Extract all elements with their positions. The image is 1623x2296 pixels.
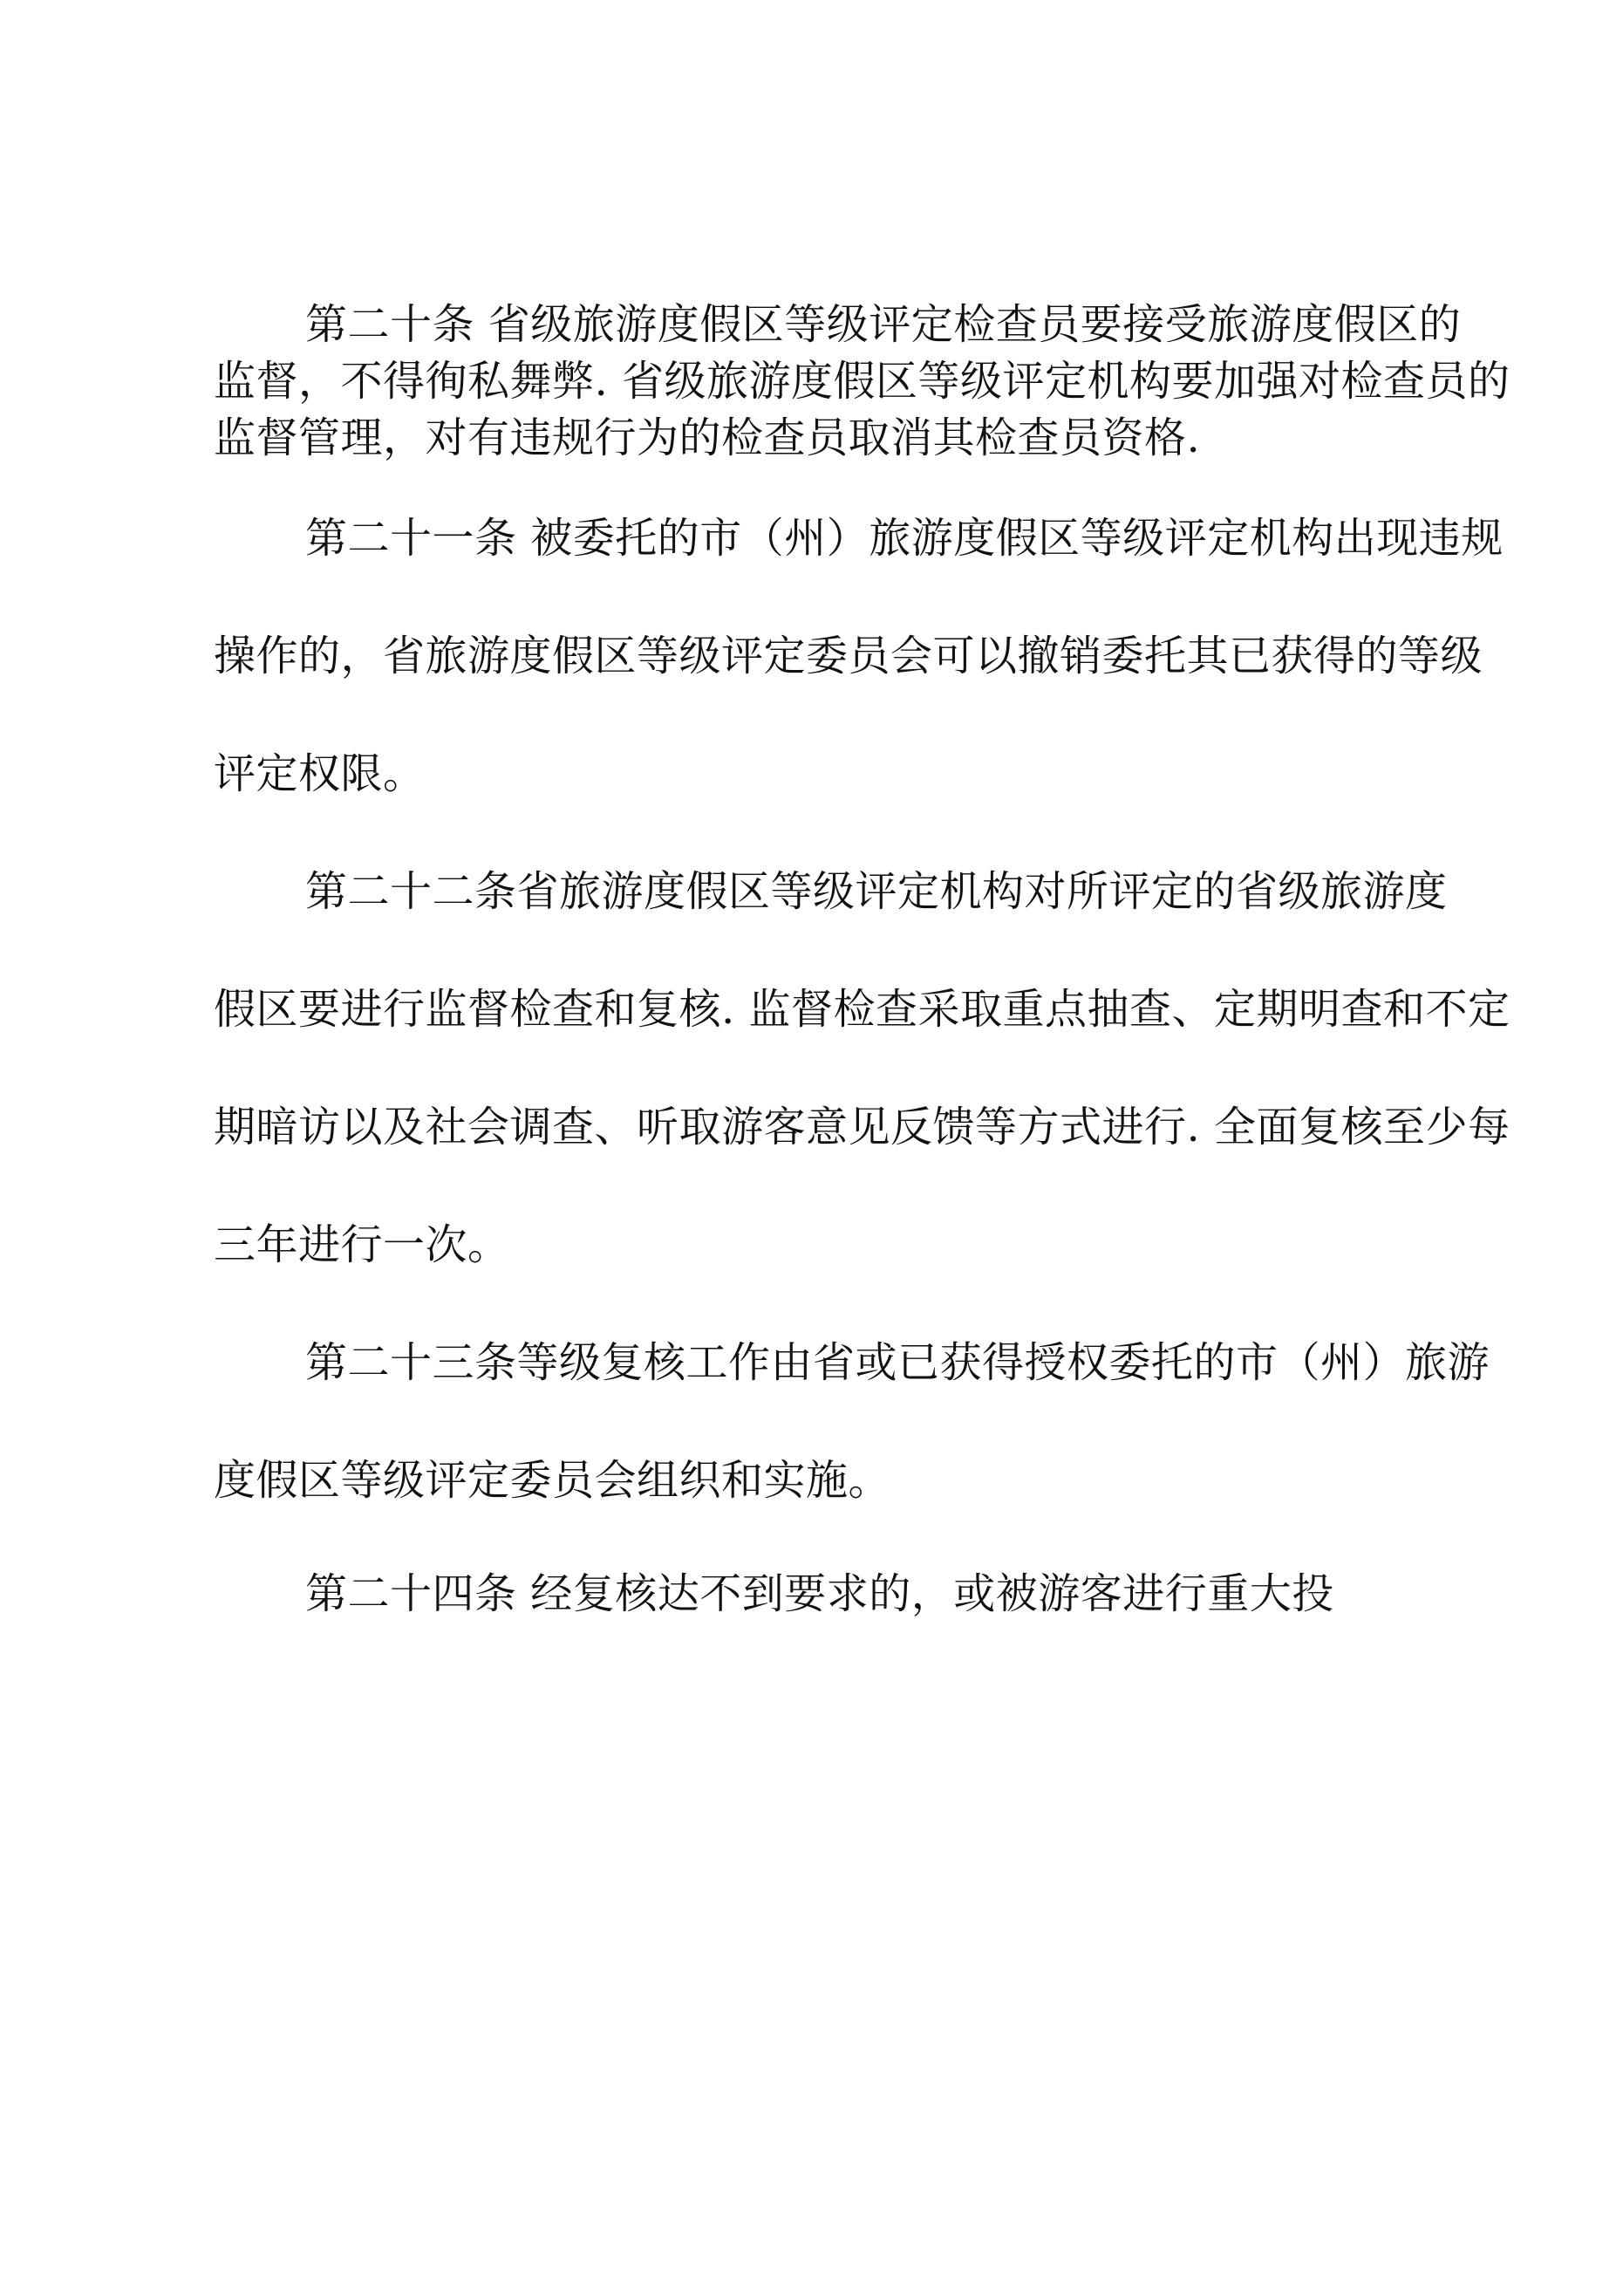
article-20-line-3: 监督管理，对有违规行为的检查员取消其检查员资格. <box>214 413 1201 462</box>
article-20-line-2: 监督，不得徇私舞弊. 省级旅游度假区等级评定机构要加强对检查员的 <box>214 357 1510 406</box>
article-24-line-1: 第二十四条 经复核达不到要求的，或被游客进行重大投 <box>305 1569 1334 1618</box>
article-22-line-3: 期暗访以及社会调查、听取游客意见反馈等方式进行. 全面复核至少每 <box>214 1103 1510 1151</box>
article-21-line-1: 第二十一条 被委托的市（州）旅游度假区等级评定机构出现违规 <box>305 514 1504 563</box>
article-22-line-1: 第二十二条省旅游度假区等级评定机构对所评定的省级旅游度 <box>305 867 1448 916</box>
article-23-line-2: 度假区等级评定委员会组织和实施。 <box>214 1456 891 1505</box>
article-21-line-2: 操作的，省旅游度假区等级评定委员会可以撤销委托其已获得的等级 <box>214 632 1483 680</box>
article-21-line-3: 评定权限。 <box>214 749 426 798</box>
article-23-line-1: 第二十三条等级复核工作由省或已获得授权委托的市（州）旅游 <box>305 1338 1490 1387</box>
article-20-line-1: 第二十条 省级旅游度假区等级评定检查员要接受旅游度假区的 <box>305 300 1462 349</box>
article-22-line-4: 三年进行一次。 <box>214 1220 510 1269</box>
article-22-line-2: 假区要进行监督检查和复核. 监督检查采取重点抽查、定期明查和不定 <box>214 985 1510 1034</box>
